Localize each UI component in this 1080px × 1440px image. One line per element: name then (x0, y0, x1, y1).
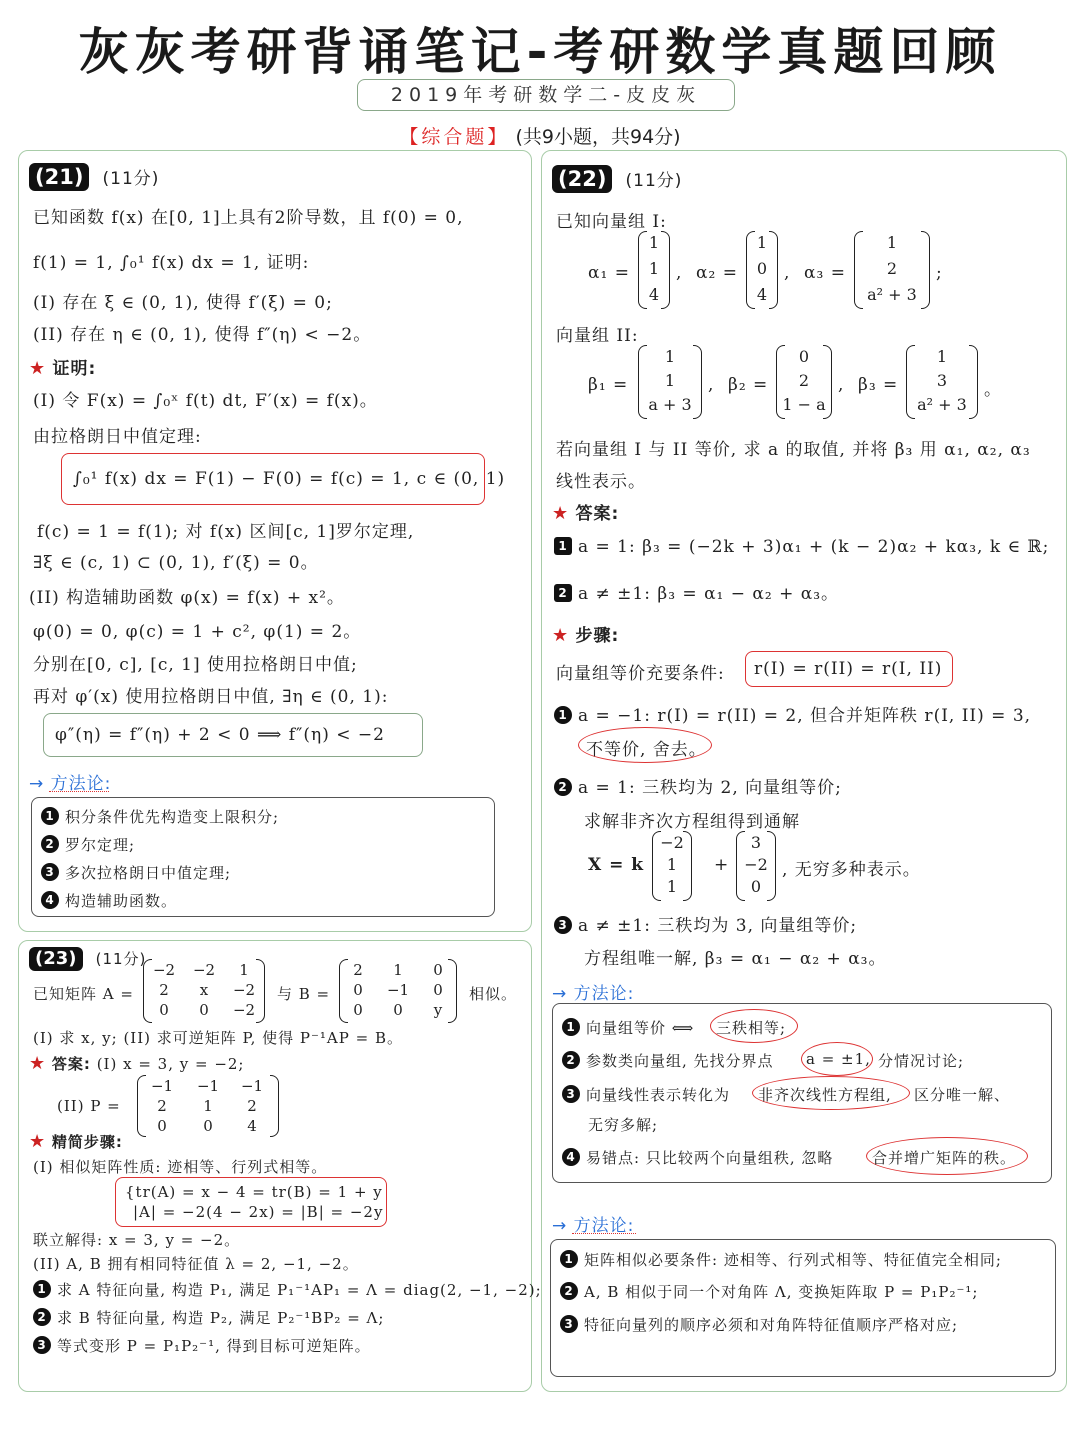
q22-s1: 已知向量组 I: (556, 212, 667, 232)
q22-xtail: , 无穷多种表示。 (782, 860, 921, 880)
q21-p2: 由拉格朗日中值定理: (33, 427, 202, 447)
number-badge-icon: 2 (33, 1308, 51, 1326)
alpha1-label: α₁ = (588, 263, 630, 283)
alpha2-label: α₂ = (696, 263, 738, 283)
q22-method-4: 4 易错点: 只比较两个向量组秩, 忽略 (562, 1147, 833, 1168)
q22-x-vector-2: 3 −2 0 (736, 831, 776, 901)
q22-method-1: 1 向量组等价 ⟺ (562, 1017, 694, 1038)
q21-p8: 分别在[0, c], [c, 1] 使用拉格朗日中值; (33, 655, 358, 675)
q22-s2: 向量组 II: (556, 326, 639, 346)
q22-st6: 方程组唯一解, β₃ = α₁ − α₂ + α₃。 (584, 949, 887, 969)
q23-t3: 联立解得: x = 3, y = −2。 (33, 1231, 241, 1249)
q23-t6: 2 求 B 特征向量, 构造 P₂, 满足 P₂⁻¹BP₂ = Λ; (33, 1307, 384, 1328)
q22-st2b: 不等价, 舍去。 (586, 740, 707, 760)
q23-answer-heading: ★ 答案: (I) x = 3, y = −2; (29, 1053, 245, 1074)
q21-p1: (I) 令 F(x) = ∫₀ˣ f(t) dt, F′(x) = f(x)。 (33, 391, 378, 411)
q23-s1c: 相似。 (469, 985, 518, 1003)
q21-p3: ∫₀¹ f(x) dx = F(1) − F(0) = f(c) = 1, c ∈ (0, 1) (73, 469, 506, 489)
number-badge-icon: 2 (560, 1282, 578, 1300)
q21-method-4: 4 构造辅助函数。 (41, 890, 177, 911)
q21-method-heading: → 方法论: (29, 774, 112, 794)
number-badge-icon: 2 (562, 1051, 580, 1069)
q22-answer-2: 2 a ≠ ±1: β₃ = α₁ − α₂ + α₃。 (554, 579, 839, 604)
q23-t4: (II) A, B 拥有相同特征值 λ = 2, −1, −2。 (33, 1255, 359, 1273)
q23-t1: (I) 相似矩阵性质: 迹相等、行列式相等。 (33, 1158, 328, 1176)
q21-score: (11分) (102, 169, 160, 189)
q23-panel (18, 940, 542, 1392)
q22-method-2: 2 参数类向量组, 先找分界点 (562, 1050, 774, 1071)
alpha2-vector: 1 0 4 (746, 231, 778, 309)
number-badge-icon: 1 (41, 807, 59, 825)
star-icon: ★ (552, 503, 570, 524)
q22-st3: 2 a = 1: 三秩均为 2, 向量组等价; (554, 773, 842, 798)
q22-answer-1: 1 a = 1: β₃ = (−2k + 3)α₁ + (k − 2)α₂ + kα₃, k ∈ ℝ; (554, 537, 1049, 557)
q22-m2b: a = ±1, (806, 1050, 871, 1068)
q22-m3b: 非齐次线性方程组, (758, 1086, 892, 1104)
q21-method-1: 1 积分条件优先构造变上限积分; (41, 806, 279, 827)
underline-decoration (49, 787, 109, 792)
q23-t2b: |A| = −2(4 − 2x) = |B| = −2y (133, 1203, 384, 1221)
q23-number: (23) (29, 947, 83, 971)
q22-method-heading: → 方法论: (552, 984, 635, 1004)
q23-score: (11分) (95, 950, 147, 968)
q21-p7: φ(0) = 0, φ(c) = 1 + c², φ(1) = 2。 (33, 622, 362, 642)
q23-heading (29, 947, 146, 971)
beta1-label: β₁ = (588, 375, 629, 395)
q22-m3c: 区分唯一解、 (914, 1086, 1011, 1104)
page-title: 灰灰考研背诵笔记-考研数学真题回顾 (78, 23, 1002, 81)
q23-ans2: (II) P = (57, 1097, 121, 1115)
q21-p10: φ″(η) = f″(η) + 2 < 0 ⟹ f″(η) < −2 (55, 725, 385, 745)
q23-s2: (I) 求 x, y; (II) 求可逆矩阵 P, 使得 P⁻¹AP = B。 (33, 1029, 403, 1047)
q21-proof-heading: ★ 证明: (29, 358, 97, 379)
q21-p4: f(c) = 1 = f(1); 对 f(x) 区间[c, 1]罗尔定理, (37, 522, 415, 542)
beta2-vector: 0 2 1 − a (776, 345, 832, 419)
q23-t2a: {tr(A) = x − 4 = tr(B) = 1 + y (125, 1183, 383, 1201)
q22-st4: 求解非齐次方程组得到通解 (584, 812, 800, 832)
number-badge-icon: 1 (560, 1250, 578, 1268)
alpha1-vector: 1 1 4 (638, 231, 670, 309)
alpha3-label: α₃ = (804, 263, 846, 283)
star-icon: ★ (552, 625, 570, 646)
number-badge-icon: 1 (562, 1018, 580, 1036)
q21-stem1: 已知函数 f(x) 在[0, 1]上具有2阶导数，且 f(0) = 0, (33, 208, 464, 228)
q22-n3: 3 特征向量列的顺序必须和对角阵特征值顺序严格对应; (560, 1314, 958, 1335)
q22-score: (11分) (625, 171, 683, 191)
q21-p6: (II) 构造辅助函数 φ(x) = f(x) + x²。 (29, 588, 345, 608)
underline-decoration (572, 1229, 636, 1234)
q21-method-3: 3 多次拉格朗日中值定理; (41, 862, 231, 883)
q21-panel (18, 150, 532, 932)
q22-s3: 若向量组 I 与 II 等价, 求 a 的取值, 并将 β₃ 用 α₁, α₂, α₃ (556, 440, 1031, 460)
q23-s1a: 已知矩阵 A = (33, 985, 134, 1003)
number-badge-icon: 3 (33, 1336, 51, 1354)
subtitle: 2019年考研数学二-皮皮灰 (357, 79, 735, 111)
q23-s1b: 与 B = (277, 985, 331, 1003)
q22-st2: 1 a = −1: r(I) = r(II) = 2, 但合并矩阵秩 r(I, II) = 3, (554, 701, 1031, 726)
number-badge-icon: 3 (562, 1085, 580, 1103)
number-badge-icon: 4 (41, 891, 59, 909)
q21-number: (21) (29, 163, 89, 191)
section-info: (共9小题，共94分) (515, 126, 681, 148)
number-badge-icon: 3 (560, 1315, 578, 1333)
section-header (0, 122, 1080, 149)
q22-s4: 线性表示。 (556, 472, 646, 492)
q23-t5: 1 求 A 特征向量, 构造 P₁, 满足 P₁⁻¹AP₁ = Λ = diag(2, −1, −2); (33, 1279, 542, 1300)
q22-m2c: 分情况讨论; (878, 1052, 965, 1070)
alpha3-vector: 1 2 a² + 3 (854, 231, 930, 309)
q21-method-2: 2 罗尔定理; (41, 834, 135, 855)
star-icon: ★ (29, 1053, 47, 1074)
number-badge-icon: 2 (41, 835, 59, 853)
beta1-vector: 1 1 a + 3 (638, 345, 702, 419)
q21-p5: ∃ξ ∈ (c, 1) ⊂ (0, 1), f′(ξ) = 0。 (33, 553, 319, 573)
q22-method-3: 3 向量线性表示转化为 (562, 1084, 730, 1105)
beta3-label: β₃ = (858, 375, 899, 395)
q22-number: (22) (552, 165, 612, 193)
q22-xlabel: X = k (588, 855, 645, 875)
q22-m1b: 三秩相等; (716, 1019, 787, 1037)
q22-method2-heading: → 方法论: (552, 1216, 635, 1236)
q21-heading (29, 163, 159, 191)
q22-m3d: 无穷多解; (588, 1116, 659, 1134)
number-badge-icon: 4 (562, 1148, 580, 1166)
number-badge-icon: 1 (554, 706, 572, 724)
q22-n1: 1 矩阵相似必要条件: 迹相等、行列式相等、特征值完全相同; (560, 1249, 1002, 1270)
number-badge-icon: 3 (554, 916, 572, 934)
number-badge-icon: 2 (554, 584, 572, 602)
q22-st5: 3 a ≠ ±1: 三秩均为 3, 向量组等价; (554, 911, 857, 936)
q22-x-vector-1: −2 1 1 (652, 831, 692, 901)
q22-n2: 2 A, B 相似于同一个对角阵 Λ, 变换矩阵取 P = P₁P₂⁻¹; (560, 1281, 978, 1302)
beta3-vector: 1 3 a² + 3 (906, 345, 978, 419)
q21-part2: (II) 存在 η ∈ (0, 1), 使得 f″(η) < −2。 (33, 325, 372, 345)
section-label: 【综合题】 (399, 126, 510, 148)
star-icon: ★ (29, 358, 47, 379)
q22-panel: (22) (11分) 已知向量组 I: α₁ = 1 1 4 , α₂ = 1 0 4 , α₃ = 1 2 a² + 3 ; 向量组 II: β₁ = 1 1 a + 3 , β₂ = 0 2 1 − a , β₃ = 1 3 a² + 3 。 若向量组 I 与 II 等价, 求 a 的取值, 并将 β₃ 用 α₁, α₂, α₃ 线性表示。 ★ 答案: 1 a = 1: β₃ = (−2k + 3)α₁ + (k − 2)α₂ + kα₃, k ∈ ℝ; 2 a ≠ ±1: β₃ = α₁ − α₂ + α₃。 ★ 步骤: 向量组等价充要条件: r(I) = r(II) = r(I, II) 1 a = −1: r(I) = r(II) = 2, 但合并矩阵秩 r(I, II) = 3, 不等价, 舍去。 2 a = 1: 三秩均为 2, 向量组等价; 求解非齐次方程组得到通解 X = k −2 1 1 + 3 −2 0 , 无穷多种表示。 3 a ≠ ±1: 三秩均为 3, 向量组等价; 方程组唯一解, β₃ = α₁ − α₂ + α₃。 → 方法论: 1 向量组等价 ⟺ 三秩相等; 2 参数类向量组, 先找分界点 a = ±1, 分情况讨论; 3 向量线性表示转化为 非齐次线性方程组, 区分唯一解、 无穷多解; 4 易错点: 只比较两个向量组秩, 忽略 合并增广矩阵的秩。 → 方法论: 1 矩阵相似必要条件: 迹相等、行列式相等、特征值完全相同; 2 A, B 相似于同一个对角阵 Λ, 变换矩阵取 P = P₁P₂⁻¹; 3 特征向量列的顺序必须和对角阵特征值顺序严格对应; (541, 150, 1067, 1392)
number-badge-icon: 1 (554, 537, 572, 555)
q22-m4b: 合并增广矩阵的秩。 (872, 1149, 1017, 1167)
q23-step-heading: ★ 精简步骤: (29, 1131, 123, 1152)
q22-step-heading: ★ 步骤: (552, 625, 620, 646)
q23-t7: 3 等式变形 P = P₁P₂⁻¹, 得到目标可逆矩阵。 (33, 1335, 371, 1356)
number-badge-icon: 3 (41, 863, 59, 881)
q21-p9: 再对 φ′(x) 使用拉格朗日中值, ∃η ∈ (0, 1): (33, 687, 389, 707)
q22-heading (552, 165, 682, 193)
q22-st1b: r(I) = r(II) = r(I, II) (754, 659, 943, 679)
star-icon: ★ (29, 1131, 47, 1152)
beta2-label: β₂ = (728, 375, 769, 395)
matrix-A: −2 −2 1 2 x −2 0 0 −2 (143, 959, 265, 1023)
number-badge-icon: 2 (554, 778, 572, 796)
matrix-P: −1 −1 −1 2 1 2 0 0 4 (137, 1075, 279, 1137)
q22-answer-heading: ★ 答案: (552, 503, 620, 524)
q22-st1: 向量组等价充要条件: (556, 664, 725, 684)
q21-stem2: f(1) = 1, ∫₀¹ f(x) dx = 1, 证明: (33, 253, 310, 273)
matrix-B: 2 1 0 0 −1 0 0 0 y (339, 959, 457, 1023)
q21-part1: (I) 存在 ξ ∈ (0, 1), 使得 f′(ξ) = 0; (33, 293, 333, 313)
number-badge-icon: 1 (33, 1280, 51, 1298)
